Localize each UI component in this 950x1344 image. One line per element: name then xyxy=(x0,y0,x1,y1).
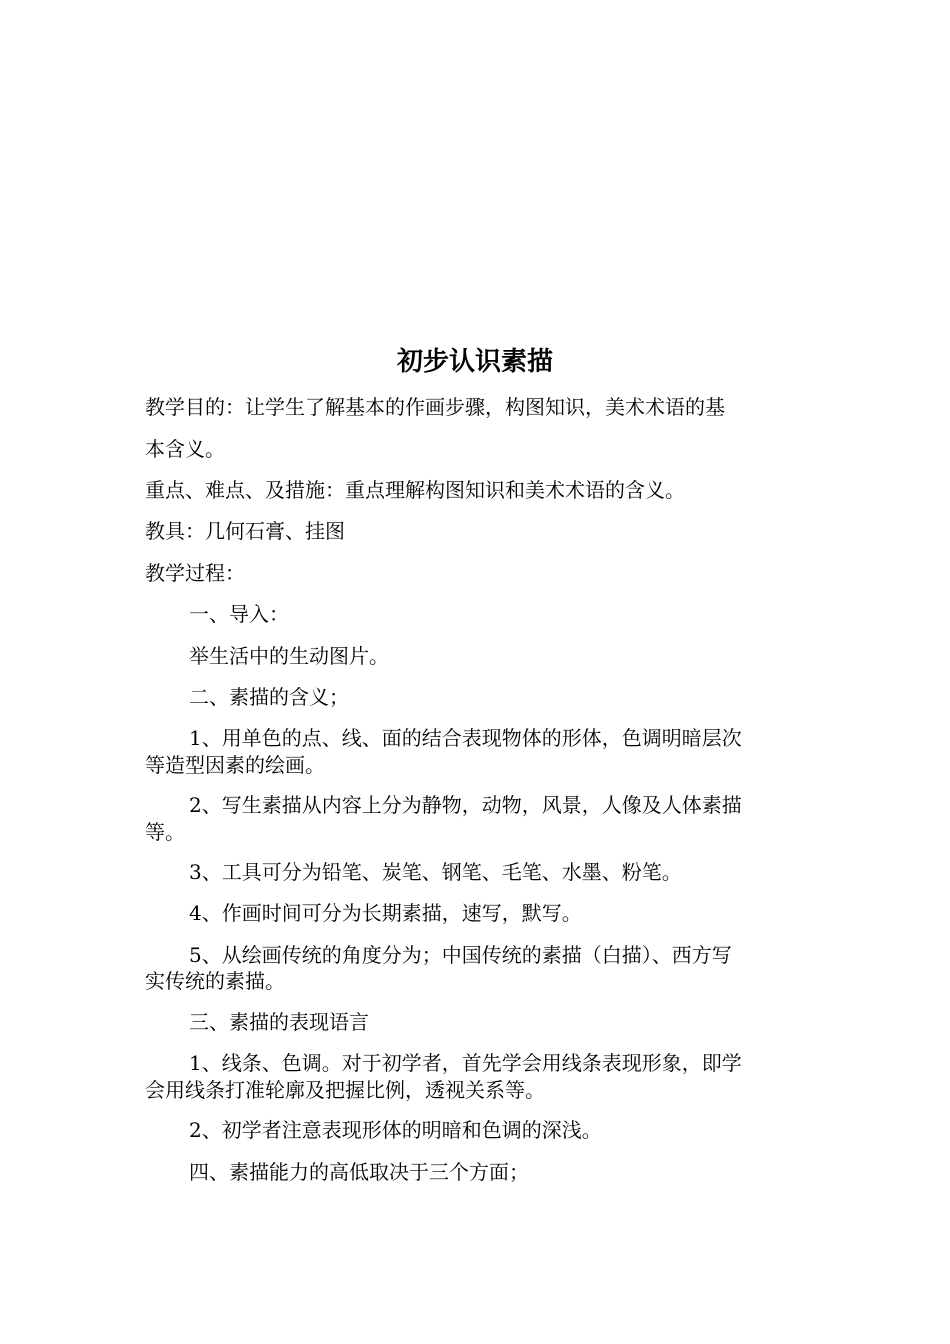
objective-line-1: 教学目的：让学生了解基本的作画步骤，构图知识，美术术语的基 xyxy=(145,395,725,419)
process-heading: 教学过程： xyxy=(145,561,245,585)
item-5-line-1: 5、从绘画传统的角度分为；中国传统的素描（白描）、西方写 xyxy=(189,943,732,967)
key-points-line: 重点、难点、及措施：重点理解构图知识和美术术语的含义。 xyxy=(145,478,685,502)
item-4-line: 4、作画时间可分为长期素描，速写，默写。 xyxy=(189,901,582,925)
section-heading-meaning: 二、素描的含义； xyxy=(189,685,349,709)
item-3-line: 3、工具可分为铅笔、炭笔、钢笔、毛笔、水墨、粉笔。 xyxy=(189,860,682,884)
language-item-1-line-2: 会用线条打准轮廓及把握比例，透视关系等。 xyxy=(145,1078,545,1102)
objective-line-2: 本含义。 xyxy=(145,437,225,461)
section-heading-intro: 一、导入： xyxy=(189,602,289,626)
item-5-line-2: 实传统的素描。 xyxy=(145,969,285,993)
item-1-line-2: 等造型因素的绘画。 xyxy=(145,753,325,777)
section-heading-ability: 四、素描能力的高低取决于三个方面； xyxy=(189,1160,529,1184)
item-1-line-1: 1、用单色的点、线、面的结合表现物体的形体，色调明暗层次 xyxy=(189,726,742,750)
page-title: 初步认识素描 xyxy=(396,347,553,377)
item-2-line-1: 2、写生素描从内容上分为静物，动物，风景，人像及人体素描 xyxy=(189,793,742,817)
section-heading-language: 三、素描的表现语言 xyxy=(189,1010,369,1034)
language-item-2-line: 2、初学者注意表现形体的明暗和色调的深浅。 xyxy=(189,1118,602,1142)
language-item-1-line-1: 1、线条、色调。对于初学者，首先学会用线条表现形象，即学 xyxy=(189,1051,742,1075)
teaching-aids-line: 教具：几何石膏、挂图 xyxy=(145,519,345,543)
paragraph-intro: 举生活中的生动图片。 xyxy=(189,644,389,668)
item-2-line-2: 等。 xyxy=(145,820,185,844)
